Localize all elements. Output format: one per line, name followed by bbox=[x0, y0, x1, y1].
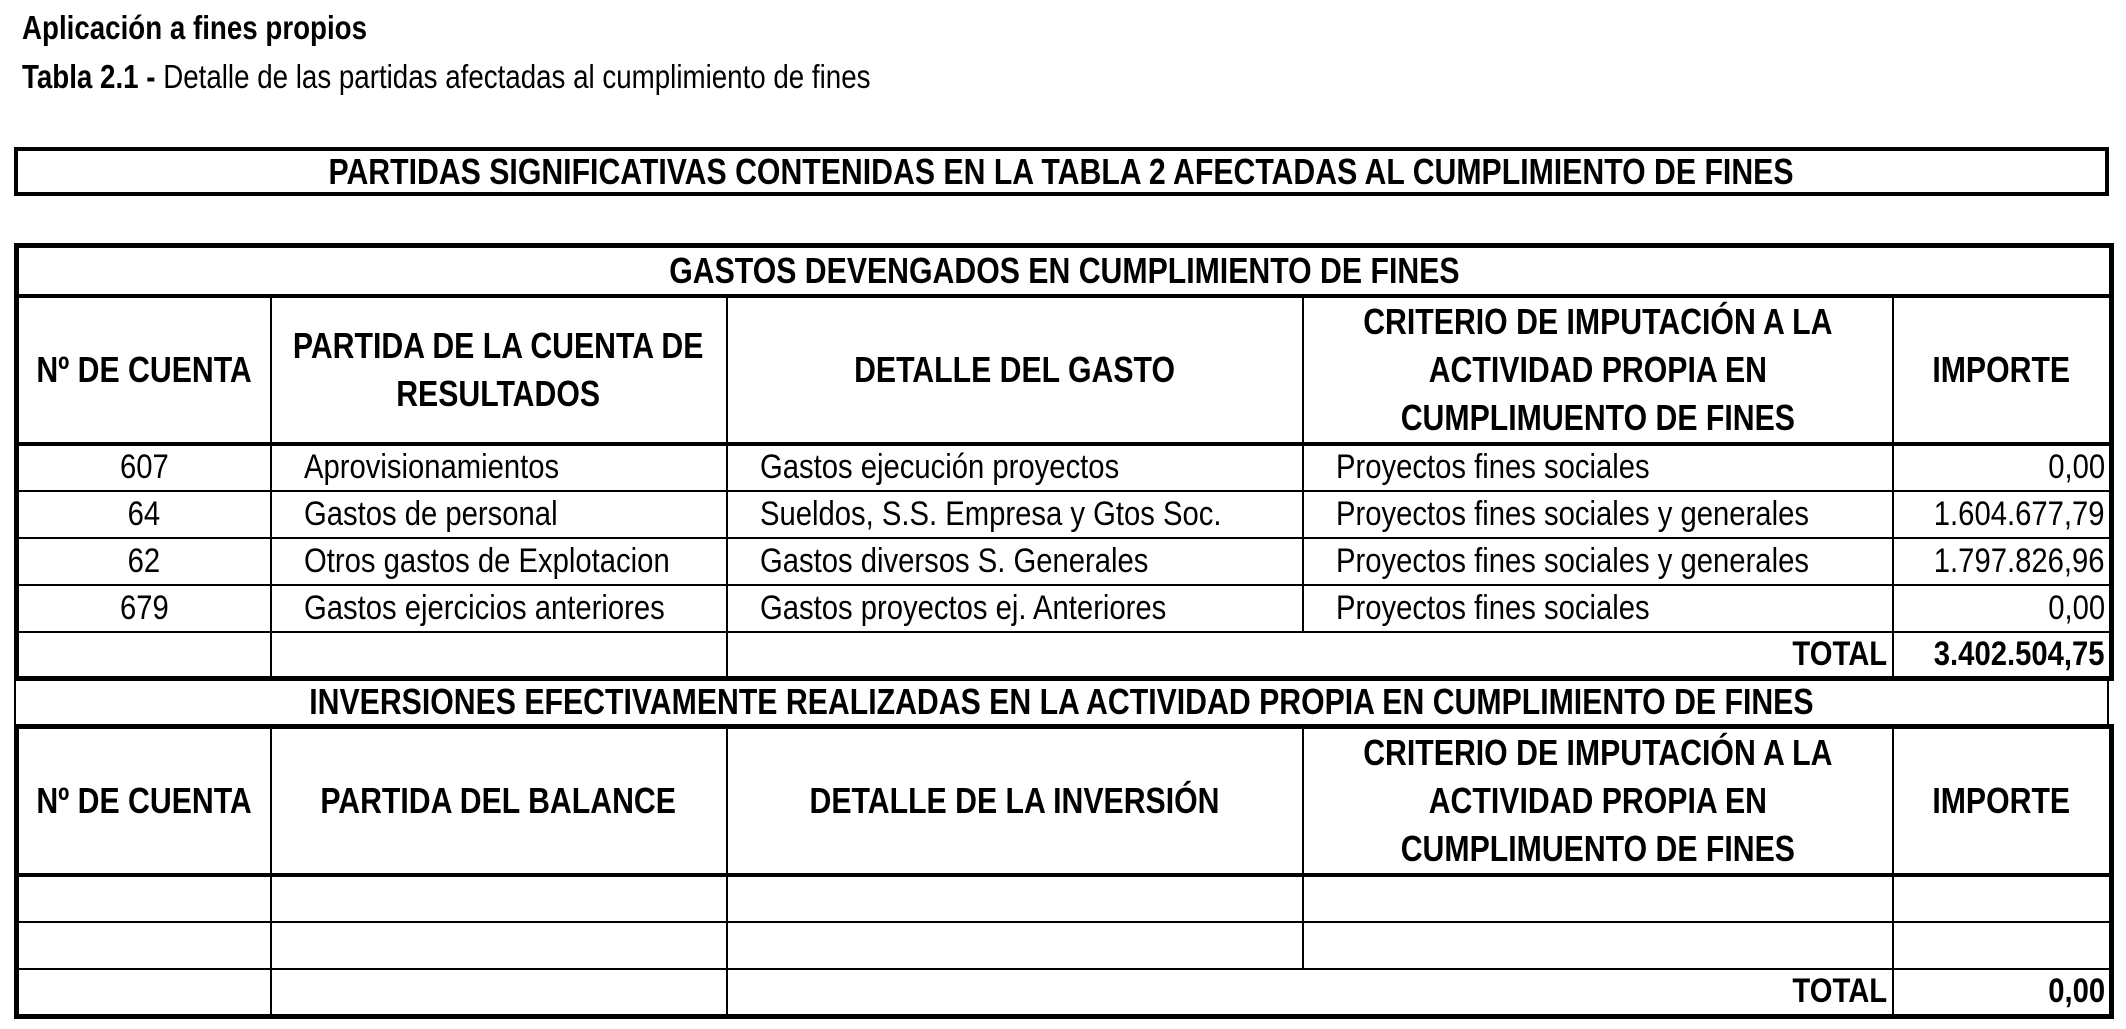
importe-cell: 1.604.677,79 bbox=[1893, 491, 2112, 538]
total-row bbox=[17, 969, 2112, 1016]
importe-cell: 0,00 bbox=[1893, 585, 2112, 632]
table-row bbox=[17, 922, 2112, 969]
total-label: TOTAL bbox=[727, 969, 1893, 1016]
gastos-table bbox=[14, 243, 2114, 681]
empty-cell bbox=[1893, 875, 2112, 922]
col-detalle-inversion-header: DETALLE DE LA INVERSIÓN bbox=[727, 727, 1303, 876]
total-label: TOTAL bbox=[727, 632, 1893, 679]
empty-cell bbox=[17, 875, 271, 922]
empty-cell bbox=[17, 969, 271, 1016]
detalle-cell: Gastos proyectos ej. Anteriores bbox=[727, 585, 1303, 632]
criterio-cell: Proyectos fines sociales bbox=[1303, 585, 1893, 632]
table-row bbox=[17, 491, 2112, 538]
detalle-cell: Gastos ejecución proyectos bbox=[727, 444, 1303, 491]
table-row bbox=[17, 875, 2112, 922]
total-value: 0,00 bbox=[1893, 969, 2112, 1016]
criterio-cell: Proyectos fines sociales y generales bbox=[1303, 538, 1893, 585]
inversiones-section-title: INVERSIONES EFECTIVAMENTE REALIZADAS EN LA ACTIVIDAD PROPIA EN CUMPLIMIENTO DE FINES bbox=[14, 680, 2109, 724]
empty-cell bbox=[727, 922, 1303, 969]
empty-cell bbox=[271, 969, 727, 1016]
table-row bbox=[17, 538, 2112, 585]
banner-text: PARTIDAS SIGNIFICATIVAS CONTENIDAS EN LA TABLA 2 AFECTADAS AL CUMPLIMIENTO DE FINES bbox=[329, 150, 1794, 192]
inversiones-table bbox=[14, 724, 2114, 1019]
total-row bbox=[17, 632, 2112, 679]
importe-cell: 1.797.826,96 bbox=[1893, 538, 2112, 585]
criterio-cell: Proyectos fines sociales bbox=[1303, 444, 1893, 491]
partida-cell: Aprovisionamientos bbox=[271, 444, 727, 491]
empty-cell bbox=[271, 632, 727, 679]
empty-cell bbox=[17, 632, 271, 679]
total-value: 3.402.504,75 bbox=[1893, 632, 2112, 679]
col-partida-header: PARTIDA DE LA CUENTA DE RESULTADOS bbox=[271, 296, 727, 444]
criterio-cell: Proyectos fines sociales y generales bbox=[1303, 491, 1893, 538]
col-importe-header: IMPORTE bbox=[1893, 296, 2112, 444]
empty-cell bbox=[271, 875, 727, 922]
page-title: Aplicación a fines propios bbox=[22, 9, 368, 46]
gastos-section-title: GASTOS DEVENGADOS EN CUMPLIMIENTO DE FINES bbox=[17, 246, 2112, 296]
partida-cell: Gastos ejercicios anteriores bbox=[271, 585, 727, 632]
table-description: Detalle de las partidas afectadas al cumplimiento de fines bbox=[163, 58, 871, 95]
partidas-banner bbox=[14, 147, 2109, 196]
empty-cell bbox=[271, 922, 727, 969]
importe-cell: 0,00 bbox=[1893, 444, 2112, 491]
cuenta-cell: 679 bbox=[17, 585, 271, 632]
partida-cell: Otros gastos de Explotacion bbox=[271, 538, 727, 585]
table-row bbox=[17, 444, 2112, 491]
col-partida-balance-header: PARTIDA DEL BALANCE bbox=[271, 727, 727, 876]
cuenta-cell: 607 bbox=[17, 444, 271, 491]
detalle-cell: Gastos diversos S. Generales bbox=[727, 538, 1303, 585]
detalle-cell: Sueldos, S.S. Empresa y Gtos Soc. bbox=[727, 491, 1303, 538]
cuenta-cell: 64 bbox=[17, 491, 271, 538]
col-importe-header: IMPORTE bbox=[1893, 727, 2112, 876]
empty-cell bbox=[1303, 875, 1893, 922]
partida-cell: Gastos de personal bbox=[271, 491, 727, 538]
col-criterio-header: CRITERIO DE IMPUTACIÓN A LA ACTIVIDAD PROPIA EN CUMPLIMUENTO DE FINES bbox=[1303, 727, 1893, 876]
table-ref: Tabla 2.1 - bbox=[22, 58, 156, 95]
col-detalle-header: DETALLE DEL GASTO bbox=[727, 296, 1303, 444]
empty-cell bbox=[1303, 922, 1893, 969]
table-row bbox=[17, 585, 2112, 632]
col-cuenta-header: Nº DE CUENTA bbox=[17, 727, 271, 876]
empty-cell bbox=[1893, 922, 2112, 969]
table-caption bbox=[22, 57, 870, 97]
col-cuenta-header: Nº DE CUENTA bbox=[17, 296, 271, 444]
empty-cell bbox=[17, 922, 271, 969]
col-criterio-header: CRITERIO DE IMPUTACIÓN A LA ACTIVIDAD PROPIA EN CUMPLIMUENTO DE FINES bbox=[1303, 296, 1893, 444]
empty-cell bbox=[727, 875, 1303, 922]
cuenta-cell: 62 bbox=[17, 538, 271, 585]
